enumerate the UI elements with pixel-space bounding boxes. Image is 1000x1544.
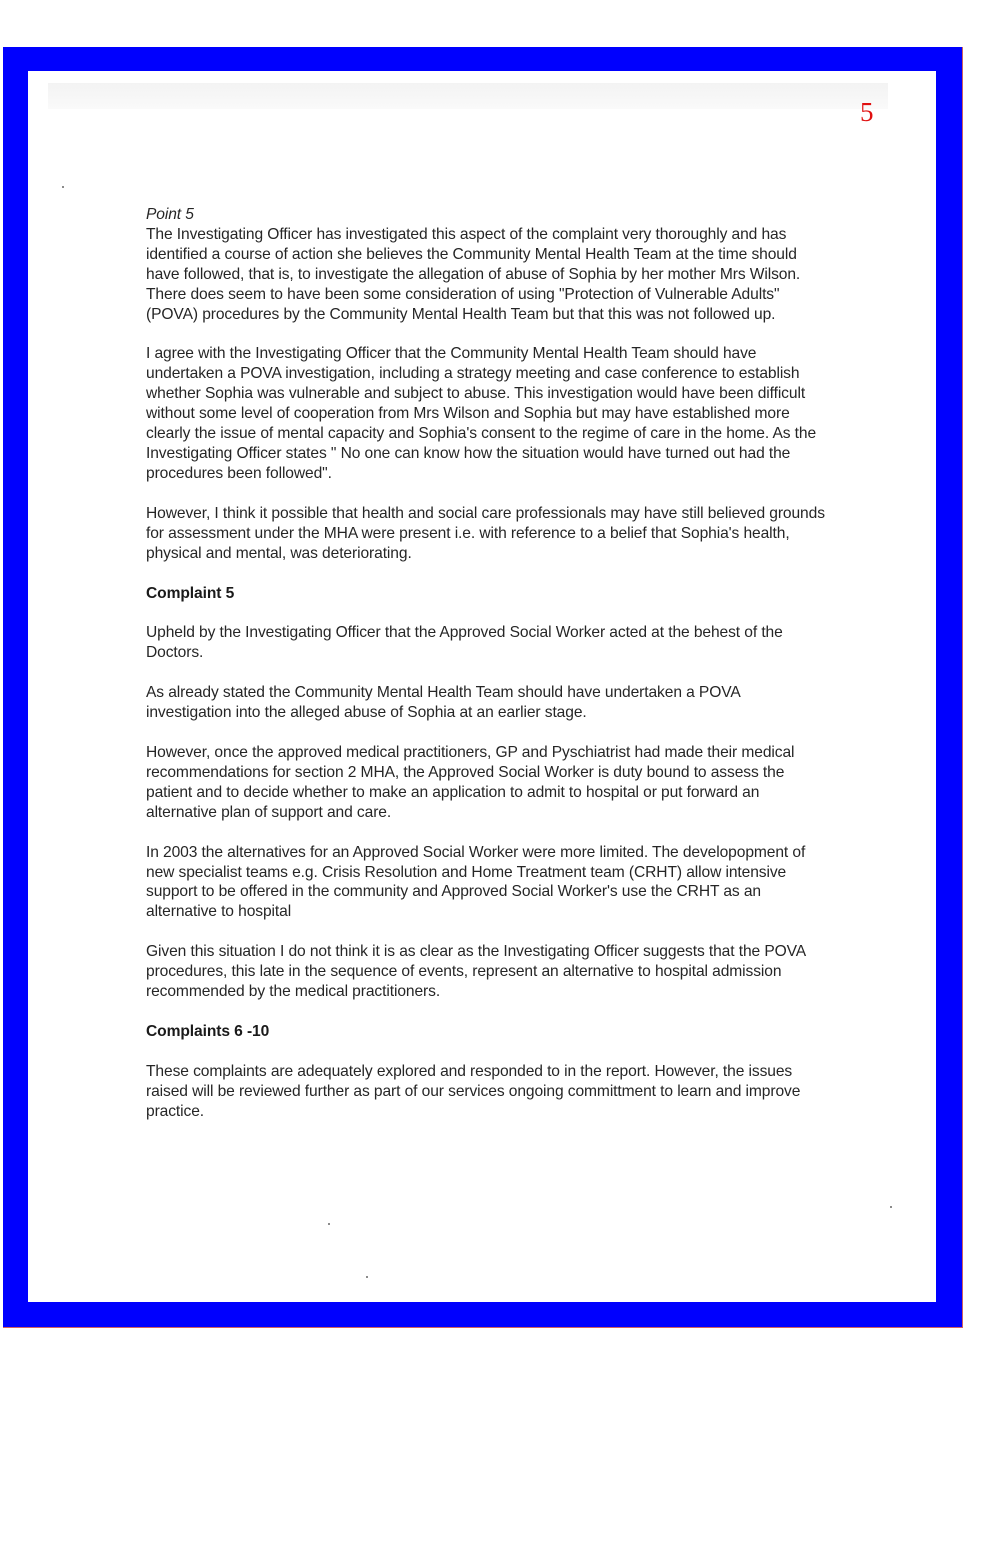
scan-speck: [62, 186, 64, 188]
document-page: [28, 71, 936, 1302]
scan-artifact-strip: [48, 83, 888, 109]
paragraph: I agree with the Investigating Officer that the Community Mental Health Team should have undertaken a POVA investigation, including a strategy meeting and case conference to establish whether Sophia was vulnerable and subject to abuse. This investigation would have been difficult without some level of cooperation from Mrs Wilson and Sophia but may have established more clearly the issue of mental capacity and Sophia's consent to the regime of care in the home. As the Investigating Officer states " No one can know how the situation would have turned out had the procedures been followed".: [146, 345, 817, 482]
page-number: 5: [860, 97, 874, 127]
document-body: [146, 205, 826, 1142]
point-5-section: [146, 205, 826, 324]
paragraph: However, I think it possible that health and social care professionals may have still believed grounds for assessment under the MHA were present i.e. with reference to a belief that Sophia's health, physical and mental, was deteriorating.: [146, 504, 825, 562]
paragraph: The Investigating Officer has investigated this aspect of the complaint very thoroughly and has identified a course of action she believes the Community Mental Health Team at the time should have followed, that is, to investigate the allegation of abuse of Sophia by her mother Mrs Wilson. There does seem to have been some consideration of using "Protection of Vulnerable Adults" (POVA) procedures by the Community Mental Health Team but that this was not followed up.: [146, 225, 801, 323]
section-heading-complaints-6-10: Complaints 6 -10: [146, 1023, 270, 1040]
point-label: Point 5: [146, 206, 194, 223]
paragraph: Upheld by the Investigating Officer that the Approved Social Worker acted at the behest of the Doctors.: [146, 624, 783, 662]
paragraph: As already stated the Community Mental Health Team should have undertaken a POVA investigation into the alleged abuse of Sophia at an earlier stage.: [146, 684, 740, 722]
paragraph: In 2003 the alternatives for an Approved Social Worker were more limited. The developopment of new specialist teams e.g. Crisis Resolution and Home Treatment team (CRHT) allow intensive support to be offered in the community and Approved Social Worker's use the CRHT as an alternative to hospital: [146, 843, 806, 921]
section-heading-complaint-5: Complaint 5: [146, 584, 235, 602]
paragraph: Given this situation I do not think it is as clear as the Investigating Officer suggests that the POVA procedures, this late in the sequence of events, represent an alternative to hospital admission recommended by the medical practitioners.: [146, 943, 806, 1001]
scan-speck: [328, 1223, 330, 1225]
scan-speck: [890, 1206, 892, 1208]
paragraph: However, once the approved medical practitioners, GP and Pyschiatrist had made their medical recommendations for section 2 MHA, the Approved Social Worker is duty bound to assess the patient and to decide whether to make an application to admit to hospital or put forward an alternative plan of support and care.: [146, 744, 795, 821]
scan-speck: [366, 1276, 368, 1278]
paragraph: These complaints are adequately explored and responded to in the report. However, the issues raised will be reviewed further as part of our services ongoing committment to learn and improve practice.: [146, 1062, 801, 1120]
